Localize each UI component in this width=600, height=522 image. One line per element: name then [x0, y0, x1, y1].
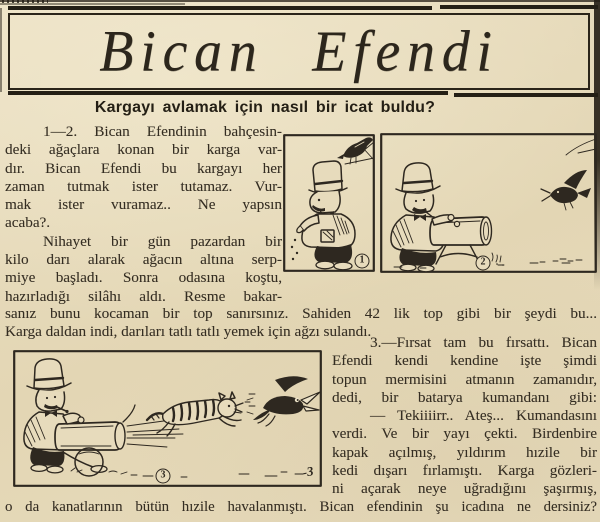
text-line: ni açarak neye uğradığını şaşırmış,	[332, 480, 597, 498]
comic-panel-1	[283, 134, 375, 272]
seed-dots	[291, 239, 298, 260]
text-line: 1—2. Bican Efendinin bahçesin-	[43, 123, 282, 140]
text-line: miye başladı. Sonra odasına koştu,	[5, 269, 282, 287]
masthead-rule-top-right	[440, 5, 598, 9]
text-line: kapak açılmış, yıldırım hızile bir	[332, 443, 597, 461]
panel-3-number: 3	[156, 469, 171, 484]
text-line: verdi. Ve bir yayı çekti. Birdenbire	[332, 425, 597, 443]
comic-panel-2	[380, 133, 597, 273]
masthead-rule-top-left	[8, 6, 432, 10]
panel-2-number: 2	[476, 256, 491, 271]
page-title: Bican Efendi	[99, 19, 499, 84]
story-headline: Kargayı avlamak için nasıl bir icat buldu?	[94, 99, 436, 116]
panel-1-drawing	[283, 134, 375, 272]
crow-flying-icon	[541, 170, 591, 210]
masthead-rule-bottom-left	[8, 91, 448, 95]
comic-panel-3	[13, 350, 322, 487]
scan-edge-left	[0, 8, 2, 92]
text-line: — Tekiiiirr.. Ateş... Kumandasını	[370, 407, 597, 425]
crow-perched-icon	[337, 137, 373, 164]
cat-leaping-icon	[147, 392, 255, 436]
text-line: deki ağaçlara konan bir karga var-	[5, 141, 282, 159]
cannon-stand	[436, 245, 480, 264]
scan-edge-top	[0, 0, 600, 2]
panel-3-drawing	[13, 350, 322, 487]
text-line: Nihayet bir gün pazardan bir	[43, 232, 282, 250]
scan-line-top-left	[0, 3, 185, 5]
text-line: mak ister vuramaz.. Ne yapsın	[5, 196, 282, 214]
text-line: kedi dışarı fırlamıştı. Karga gözleri-	[332, 462, 597, 480]
text-line: dır. Bican Efendi bu kargayı her	[5, 159, 282, 177]
text-line: o da kanatlarının bütün hızile havalanmıştı. Bican efendinin şu icadına ne dersiniz?	[5, 499, 597, 515]
text-line: sanız bunu kocaman bir top sanırsınız. Sahiden 42 lik top gibi bir şeydi bu...	[5, 305, 597, 322]
text-line: acaba?.	[5, 214, 51, 232]
text-line: topun mermisini atmanın zamanıdır,	[332, 370, 597, 388]
panel-2-drawing	[380, 133, 597, 273]
crow-fleeing-icon	[245, 376, 320, 426]
text-line: kilo darı alarak ağacın altına serp-	[5, 251, 282, 269]
story-full-width-bottom	[5, 498, 597, 516]
story-left-column	[5, 123, 282, 306]
story-right-column	[332, 334, 597, 499]
text-line: dedi, bir batarya kumandanı gibi:	[332, 388, 597, 406]
masthead-rule-bottom-right	[454, 93, 598, 97]
panel-1-number: 1	[355, 254, 370, 269]
panel-3-artist-mark: -3	[301, 463, 315, 480]
arm-on-cannon	[63, 413, 84, 424]
text-line: Karga daldan indi, darıları tatlı tatlı yemek için ağzı sulandı.	[5, 323, 372, 341]
text-line: 3.—Fırsat tam bu fırsattı. Bican	[370, 334, 597, 351]
text-line: Efendi kendi kendine işte şimdi	[332, 352, 597, 370]
bican-figure-scattering	[291, 161, 355, 270]
text-line: hazırladığı silâhı aldı. Resme bakar-	[5, 287, 282, 305]
masthead	[8, 13, 590, 90]
branch-icon	[566, 139, 596, 155]
text-line: zaman tutmak ister tutamaz. Vur-	[5, 177, 282, 195]
